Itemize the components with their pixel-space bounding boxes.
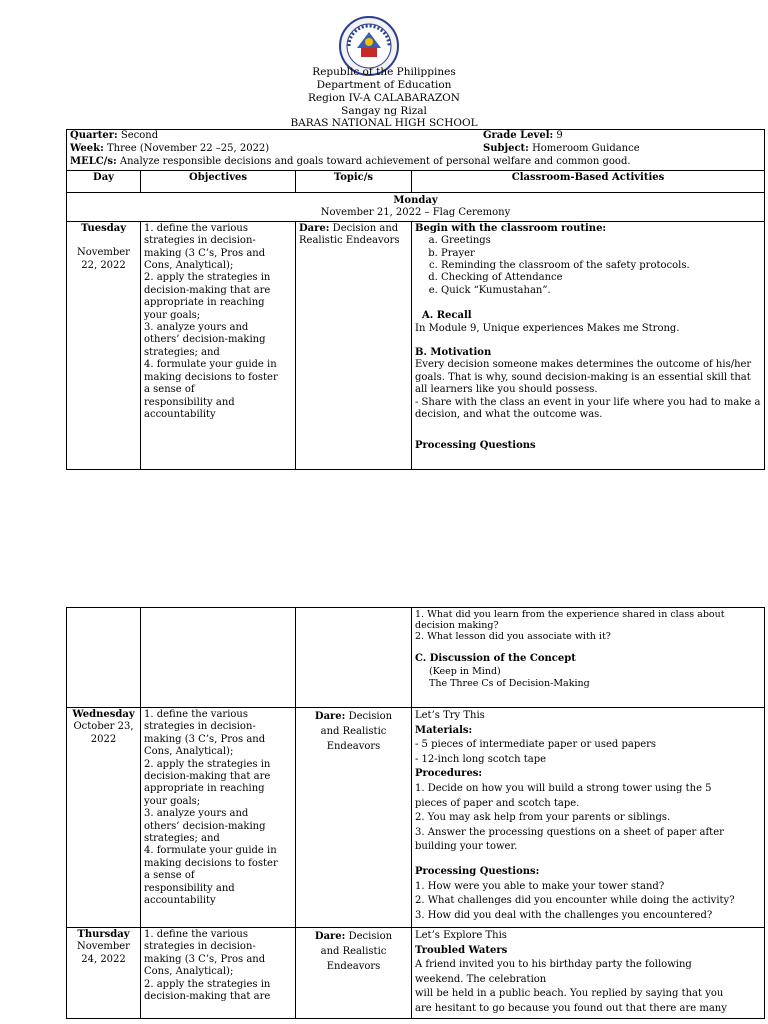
explore-title: Let’s Explore This (415, 930, 507, 941)
question-1: 1. What did you learn from the experience shared in class about decision making? (415, 609, 725, 631)
week-label: Week: (70, 143, 104, 154)
tuesday-activities (412, 221, 765, 469)
motivation-text: Every decision someone makes determines the outcome of his/her goals. That is why, sound decision-making is an essential skill that all learners like you should possess. (415, 359, 752, 396)
topic-text: Endeavors (326, 961, 381, 972)
objective-line: making (3 C’s, Pros and (144, 953, 266, 965)
objective-line: strategies in decision- (144, 235, 256, 247)
discussion-title: C. Discussion of the Concept (415, 653, 576, 665)
topic-text: and Realistic (320, 726, 387, 737)
objective-line: 3. analyze yours and (144, 322, 249, 334)
three-cs-title: The Three Cs of Decision-Making (429, 678, 590, 690)
processing-question: 3. How did you deal with the challenges you encountered? (415, 909, 713, 921)
objective-line: Cons, Analytical); (144, 746, 234, 758)
procedure-line: 1. Decide on how you will build a strong tower using the 5 (415, 782, 712, 794)
processing-question: 2. What challenges did you encounter while doing the activity? (415, 895, 735, 907)
objective-line: making (3 C’s, Pros and (144, 733, 266, 745)
objective-line: Cons, Analytical); (144, 966, 234, 978)
material-item: - 12-inch long scotch tape (415, 753, 547, 765)
monday-label: Monday (393, 195, 438, 206)
continued-activities (412, 608, 765, 708)
header-school: BARAS NATIONAL HIGH SCHOOL (290, 117, 478, 129)
objective-line: responsibility and (144, 396, 235, 408)
tuesday-topic (296, 221, 412, 469)
objective-line: your goals; (144, 309, 201, 321)
continued-row (67, 608, 765, 708)
thursday-row (67, 928, 765, 1019)
subject-value: Homeroom Guidance (532, 143, 640, 154)
objective-line: accountability (144, 408, 216, 420)
wednesday-topic (296, 708, 412, 928)
subject-label: Subject: (483, 143, 529, 154)
procedure-line: 3. Answer the processing questions on a sheet of paper after (415, 826, 724, 838)
story-line: A friend invited you to his birthday party the following (415, 959, 692, 971)
column-header-activities: Classroom-Based Activities (412, 171, 765, 193)
tuesday-objectives (141, 221, 296, 469)
objective-line: making decisions to foster (144, 371, 278, 383)
procedure-line: pieces of paper and scotch tape. (415, 797, 580, 809)
topic-label: Dare: (299, 222, 330, 234)
grade-value: 9 (556, 130, 563, 141)
objective-line: your goals; (144, 795, 201, 807)
header-division: Sangay ng Rizal (341, 105, 427, 117)
story-line: weekend. The celebration (415, 973, 547, 985)
lesson-plan-table (66, 129, 765, 470)
routine-item: c. Reminding the classroom of the safety protocols. (441, 260, 761, 272)
procedure-line: 2. You may ask help from your parents or siblings. (415, 812, 671, 824)
thursday-objectives (141, 928, 296, 1019)
objective-line: 1. define the various (144, 709, 248, 720)
topic-text: Endeavors (326, 741, 381, 752)
routine-list (415, 235, 761, 297)
wednesday-activities (412, 708, 765, 928)
objective-line: strategies in decision- (144, 721, 256, 733)
objective-line: strategies in decision- (144, 941, 256, 953)
motivation-title: B. Motivation (415, 347, 492, 359)
motivation-text-2: - Share with the class an event in your life where you had to make a decision, and what the outcome was. (415, 396, 761, 421)
objective-line: 3. analyze yours and (144, 808, 249, 820)
story-line: are hesitant to go because you found out that there are many (415, 1002, 727, 1014)
tuesday-date-line2: 22, 2022 (81, 259, 126, 271)
objective-line: others’ decision-making (144, 820, 266, 832)
objective-line: decision-making that are (144, 771, 271, 783)
tuesday-row (67, 221, 765, 469)
objective-line: decision-making that are (144, 284, 271, 296)
objective-line: making decisions to foster (144, 857, 278, 869)
objective-line: 2. apply the strategies in (144, 758, 271, 770)
story-title: Troubled Waters (415, 944, 508, 956)
header-region: Region IV-A CALABARAZON (308, 92, 460, 104)
objective-line: 4. formulate your guide in (144, 845, 277, 857)
processing-title: Processing Questions (415, 439, 536, 451)
objective-line: 1. define the various (144, 222, 248, 234)
header-department: Department of Education (316, 79, 452, 91)
objective-line: a sense of (144, 384, 195, 396)
wednesday-label: Wednesday (72, 709, 135, 720)
wednesday-row (67, 708, 765, 928)
wednesday-objectives (141, 708, 296, 928)
tuesday-label: Tuesday (80, 222, 127, 234)
topic-text: and Realistic (320, 946, 387, 957)
objective-line: appropriate in reaching (144, 297, 265, 309)
column-header-day: Day (67, 171, 141, 193)
routine-item: b. Prayer (441, 248, 761, 260)
recall-text: In Module 9, Unique experiences Makes me Strong. (415, 322, 680, 334)
column-header-objectives: Objectives (141, 171, 296, 193)
wednesday-date-line2: 2022 (90, 733, 117, 745)
topic-label: Dare: (314, 931, 346, 942)
header-republic: Republic of the Philippines (312, 66, 456, 78)
quarter-value: Second (120, 130, 159, 141)
keep-in-mind: (Keep in Mind) (429, 665, 501, 677)
processing-questions-title: Processing Questions: (415, 865, 540, 877)
objective-line: Cons, Analytical); (144, 260, 234, 272)
processing-question: 1. How were you able to make your tower stand? (415, 880, 665, 892)
week-value: Three (November 22 –25, 2022) (106, 143, 270, 154)
topic-text: Decision (348, 711, 393, 722)
column-header-topics: Topic/s (296, 171, 412, 193)
topic-text: Decision and Realistic Endeavors (299, 222, 400, 247)
recall-title: A. Recall (422, 310, 472, 322)
quarter-label: Quarter: (70, 130, 118, 141)
topic-label: Dare: (314, 711, 346, 722)
lesson-plan-table-continued (66, 607, 765, 1019)
objective-line: strategies; and (144, 346, 220, 358)
monday-note: November 21, 2022 – Flag Ceremony (320, 207, 511, 219)
objective-line: a sense of (144, 870, 195, 882)
topic-text: Decision (348, 931, 393, 942)
monday-row (67, 193, 765, 222)
objective-line: 2. apply the strategies in (144, 978, 271, 990)
story-line: will be held in a public beach. You replied by saying that you (415, 988, 724, 1000)
routine-item: d. Checking of Attendance (441, 272, 761, 284)
thursday-activities (412, 928, 765, 1019)
objective-line: decision-making that are (144, 991, 271, 1003)
materials-title: Materials: (415, 724, 473, 736)
objective-line: accountability (144, 895, 216, 907)
procedures-title: Procedures: (415, 768, 483, 780)
procedure-line: building your tower. (415, 841, 518, 853)
routine-title: Begin with the classroom routine: (415, 222, 607, 234)
try-this-title: Let’s Try This (415, 710, 485, 721)
objective-line: strategies; and (144, 833, 220, 845)
thursday-label: Thursday (77, 929, 130, 940)
objective-line: 1. define the various (144, 929, 248, 940)
objective-line: appropriate in reaching (144, 783, 265, 795)
objective-line: 4. formulate your guide in (144, 359, 277, 371)
melc-label: MELC/s: (70, 156, 117, 167)
thursday-topic (296, 928, 412, 1019)
thursday-date-line2: 24, 2022 (81, 953, 126, 965)
tuesday-date-line1: November (77, 247, 130, 259)
thursday-date-line1: November (77, 941, 130, 953)
wednesday-date-line1: October 23, (73, 721, 134, 733)
objective-line: responsibility and (144, 882, 235, 894)
material-item: - 5 pieces of intermediate paper or used papers (415, 739, 657, 751)
routine-item: e. Quick “Kumustahan”. (441, 285, 761, 297)
grade-label: Grade Level: (483, 130, 554, 141)
objective-line: others’ decision-making (144, 334, 266, 346)
objective-line: making (3 C’s, Pros and (144, 247, 266, 259)
melc-value: Analyze responsible decisions and goals toward achievement of personal welfare and common good. (119, 156, 631, 167)
question-2: 2. What lesson did you associate with it? (415, 631, 611, 642)
objective-line: 2. apply the strategies in (144, 272, 271, 284)
routine-item: a. Greetings (441, 235, 761, 247)
